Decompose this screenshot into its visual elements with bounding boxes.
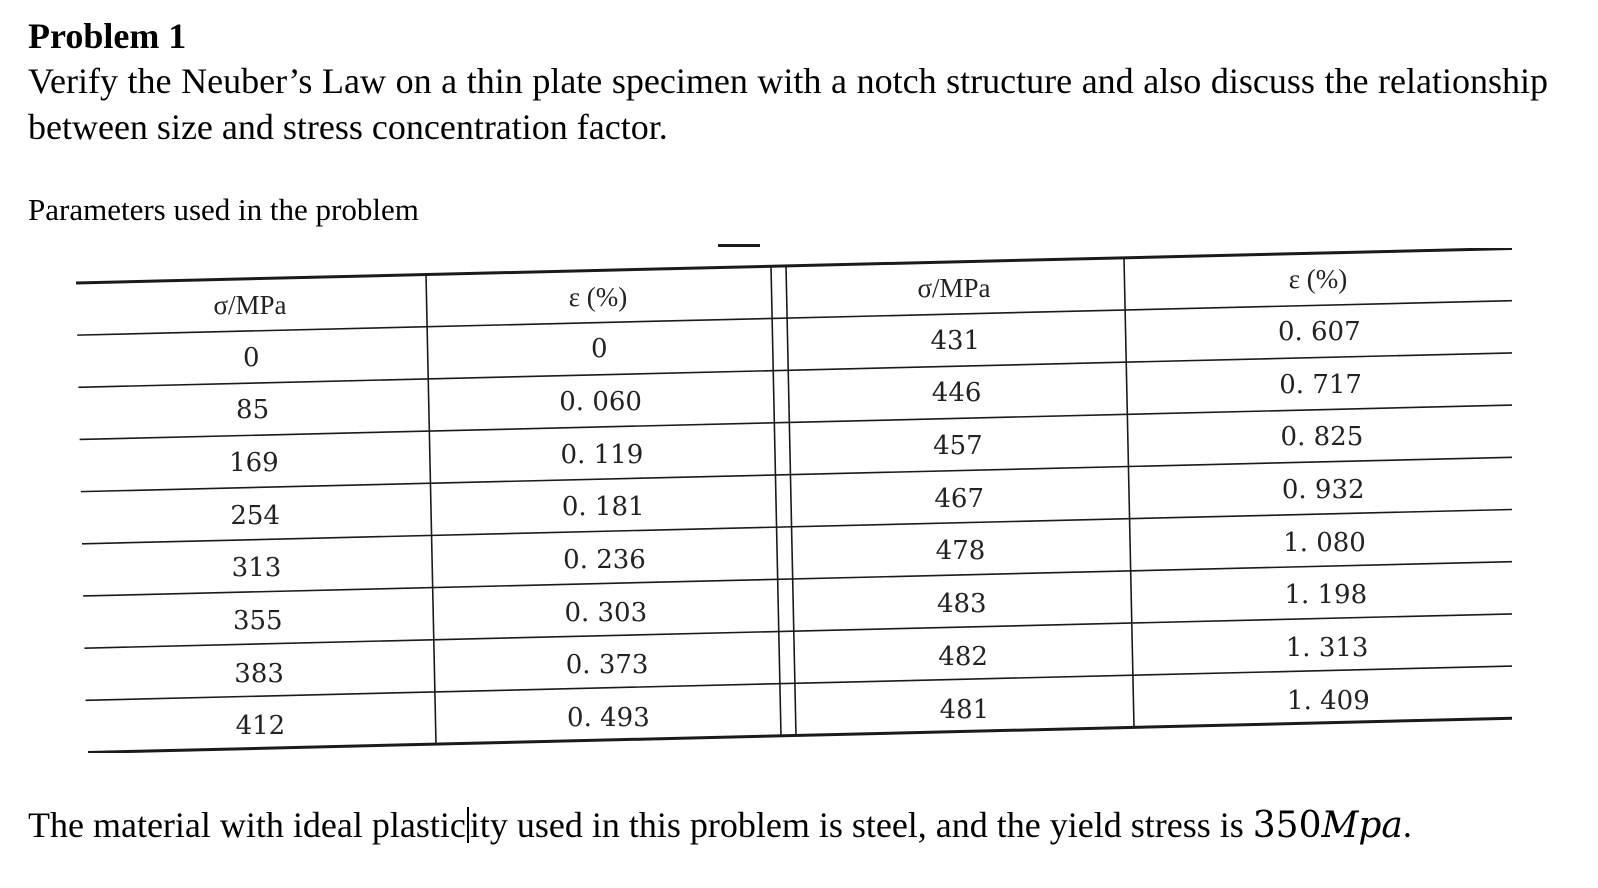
table-cell: 0. 932 — [1281, 475, 1365, 506]
table-cell: 1. 080 — [1283, 527, 1366, 558]
table-cell: 481 — [939, 694, 990, 725]
table-cell: 313 — [231, 553, 282, 584]
yield-stress-value — [1253, 805, 1403, 846]
table-bottom-rule — [88, 718, 1512, 752]
table-header-cell: ε (%) — [568, 281, 628, 312]
table-cell: 1. 409 — [1287, 685, 1370, 716]
parameters-table — [74, 248, 1514, 753]
conclusion-text-part-1: The material with ideal plastic — [28, 805, 466, 845]
table-cell: 0. 236 — [563, 545, 646, 576]
table-cell: 383 — [234, 658, 284, 689]
conclusion-text — [28, 802, 1412, 849]
conclusion-period: . — [1402, 805, 1412, 845]
table-cell: 0. 119 — [560, 439, 644, 470]
table-cell: 355 — [232, 606, 283, 637]
table-header-cell: σ/MPa — [213, 289, 287, 320]
table-cell: 169 — [229, 447, 279, 478]
table-cell: 0 — [591, 334, 608, 365]
table-cell: 0. 060 — [559, 386, 642, 417]
scan-artifact-mark — [718, 244, 760, 247]
table-cell: 0. 825 — [1280, 422, 1364, 453]
table-column-rule — [1124, 258, 1134, 728]
parameters-label: Parameters used in the problem — [28, 192, 419, 227]
yield-stress-number: 350 — [1252, 805, 1322, 846]
table-double-divider — [786, 266, 796, 736]
table-cell: 1. 313 — [1285, 633, 1369, 664]
table-cell: 446 — [931, 378, 982, 409]
table-cell: 478 — [935, 536, 986, 567]
table-cell: 412 — [235, 711, 286, 742]
conclusion-text-part-2: ity used in this problem is steel, and the yield stress is — [469, 805, 1253, 845]
table-header-cell: σ/MPa — [917, 272, 991, 303]
table-cell: 0. 717 — [1279, 369, 1362, 400]
problem-statement: Verify the Neuber’s Law on a thin plate specimen with a notch structure and also discuss the relationship between size and stress concentration factor. — [28, 61, 1548, 147]
table-cell: 457 — [933, 431, 983, 462]
table-cell: 1. 198 — [1284, 580, 1368, 611]
yield-stress-unit: Mpa — [1321, 805, 1403, 846]
table-cell: 0 — [243, 342, 260, 373]
problem-title: Problem 1 — [28, 16, 187, 56]
table-cell: 0. 303 — [564, 597, 648, 628]
table-column-rule — [426, 275, 436, 745]
table-header-cell: ε (%) — [1288, 264, 1348, 295]
table-cell: 0. 493 — [567, 703, 650, 734]
table-cell: 483 — [936, 589, 987, 620]
table-cell: 431 — [930, 325, 981, 356]
text-cursor-caret[interactable] — [467, 807, 469, 843]
table-cell: 467 — [934, 483, 985, 514]
table-cell: 0. 181 — [561, 492, 645, 523]
table-double-divider — [771, 266, 781, 736]
table-cell: 0. 607 — [1277, 316, 1361, 347]
table-cell: 254 — [230, 500, 281, 531]
table-cell: 85 — [236, 395, 270, 426]
table-cell: 482 — [938, 641, 988, 672]
table-cell: 0. 373 — [565, 650, 649, 681]
